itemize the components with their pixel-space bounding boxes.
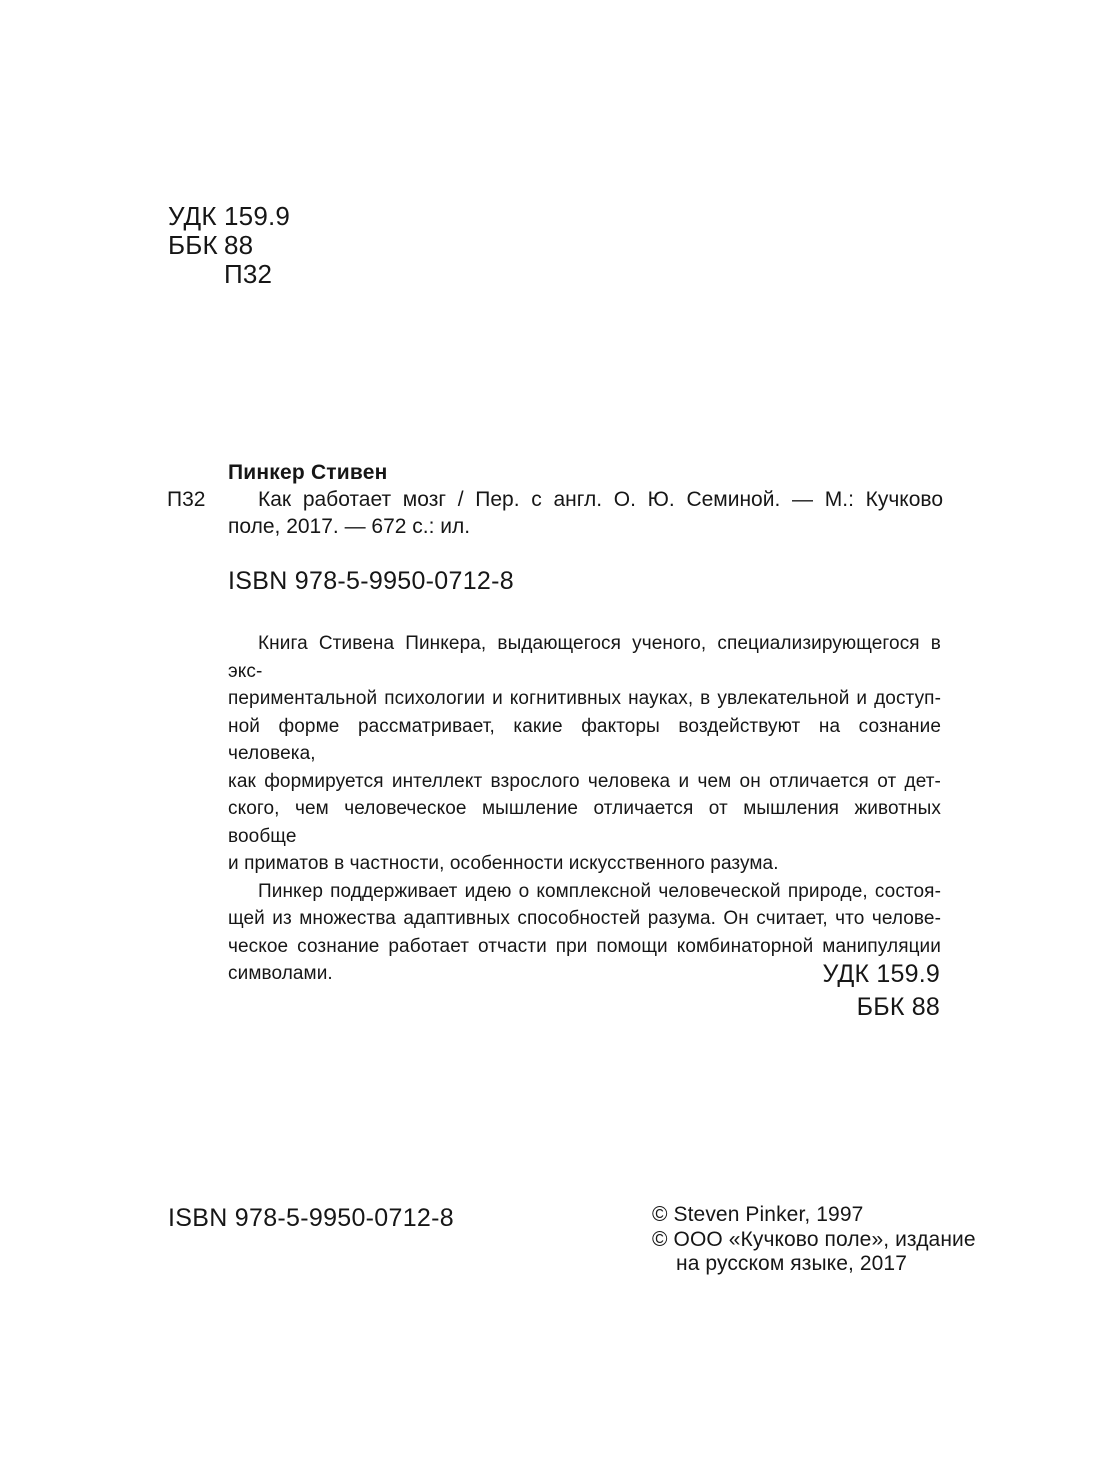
text-line: щей из множества адаптивных способностей разума. Он считает, что челове- [228, 908, 941, 929]
text-line: УДК 159.9 [822, 960, 940, 988]
copyright-block [652, 1203, 976, 1277]
text-line: ческое сознание работает отчасти при помощи комбинаторной манипуляции [228, 935, 941, 957]
classification-block-right [822, 958, 940, 1024]
text-line: ной форме рассматривает, какие факторы воздействуют на сознание человека, [228, 715, 941, 764]
text-line: поле, 2017. — 672 с.: ил. [228, 515, 471, 538]
udk-value: 159.9 [224, 201, 291, 231]
annotation [228, 630, 941, 988]
text-line: ББК 88 [856, 993, 940, 1021]
author-sign-row [168, 260, 290, 289]
bbk-label: ББК [168, 230, 218, 260]
classification-block-top [168, 202, 290, 289]
text-line: ского, чем человеческое мышление отличается от мышления животных вообще [228, 798, 941, 847]
text-line: Пинкер поддерживает идею о комплексной человеческой природе, состоя- [258, 880, 941, 902]
author-sign-value: П32 [224, 259, 273, 289]
text-line: и приматов в частности, особенности искусственного разума. [228, 853, 779, 874]
copyright-original: © Steven Pinker, 1997 [652, 1203, 864, 1226]
catalog-entry [167, 459, 943, 540]
book-author: Пинкер Стивен [228, 461, 388, 484]
copyright-publisher-continued: на русском языке, 2017 [676, 1252, 907, 1275]
annotation-paragraph-1 [228, 630, 941, 878]
bibliographic-description [167, 486, 943, 540]
copyright-publisher: © ООО «Кучково поле», издание [652, 1227, 976, 1251]
author-sign-code: П32 [167, 488, 206, 511]
isbn-line: ISBN 978-5-9950-0712-8 [228, 567, 514, 595]
footer-isbn: ISBN 978-5-9950-0712-8 [168, 1204, 454, 1232]
text-line: периментальной психологии и когнитивных науках, в увлекательной и доступ- [228, 688, 941, 709]
bbk-row [168, 231, 290, 260]
text-line: символами. [228, 963, 333, 984]
udk-label: УДК [168, 201, 217, 231]
text-line: как формируется интеллект взрослого человека и чем он отличается от дет- [228, 770, 941, 792]
text-line: Как работает мозг / Пер. с англ. О. Ю. Семиной. — М.: Кучково [258, 488, 943, 511]
bibliographic-text [228, 486, 943, 540]
udk-row [168, 202, 290, 231]
text-line: Книга Стивена Пинкера, выдающегося ученого, специализирующегося в экс- [228, 633, 941, 682]
bbk-value: 88 [224, 230, 254, 260]
